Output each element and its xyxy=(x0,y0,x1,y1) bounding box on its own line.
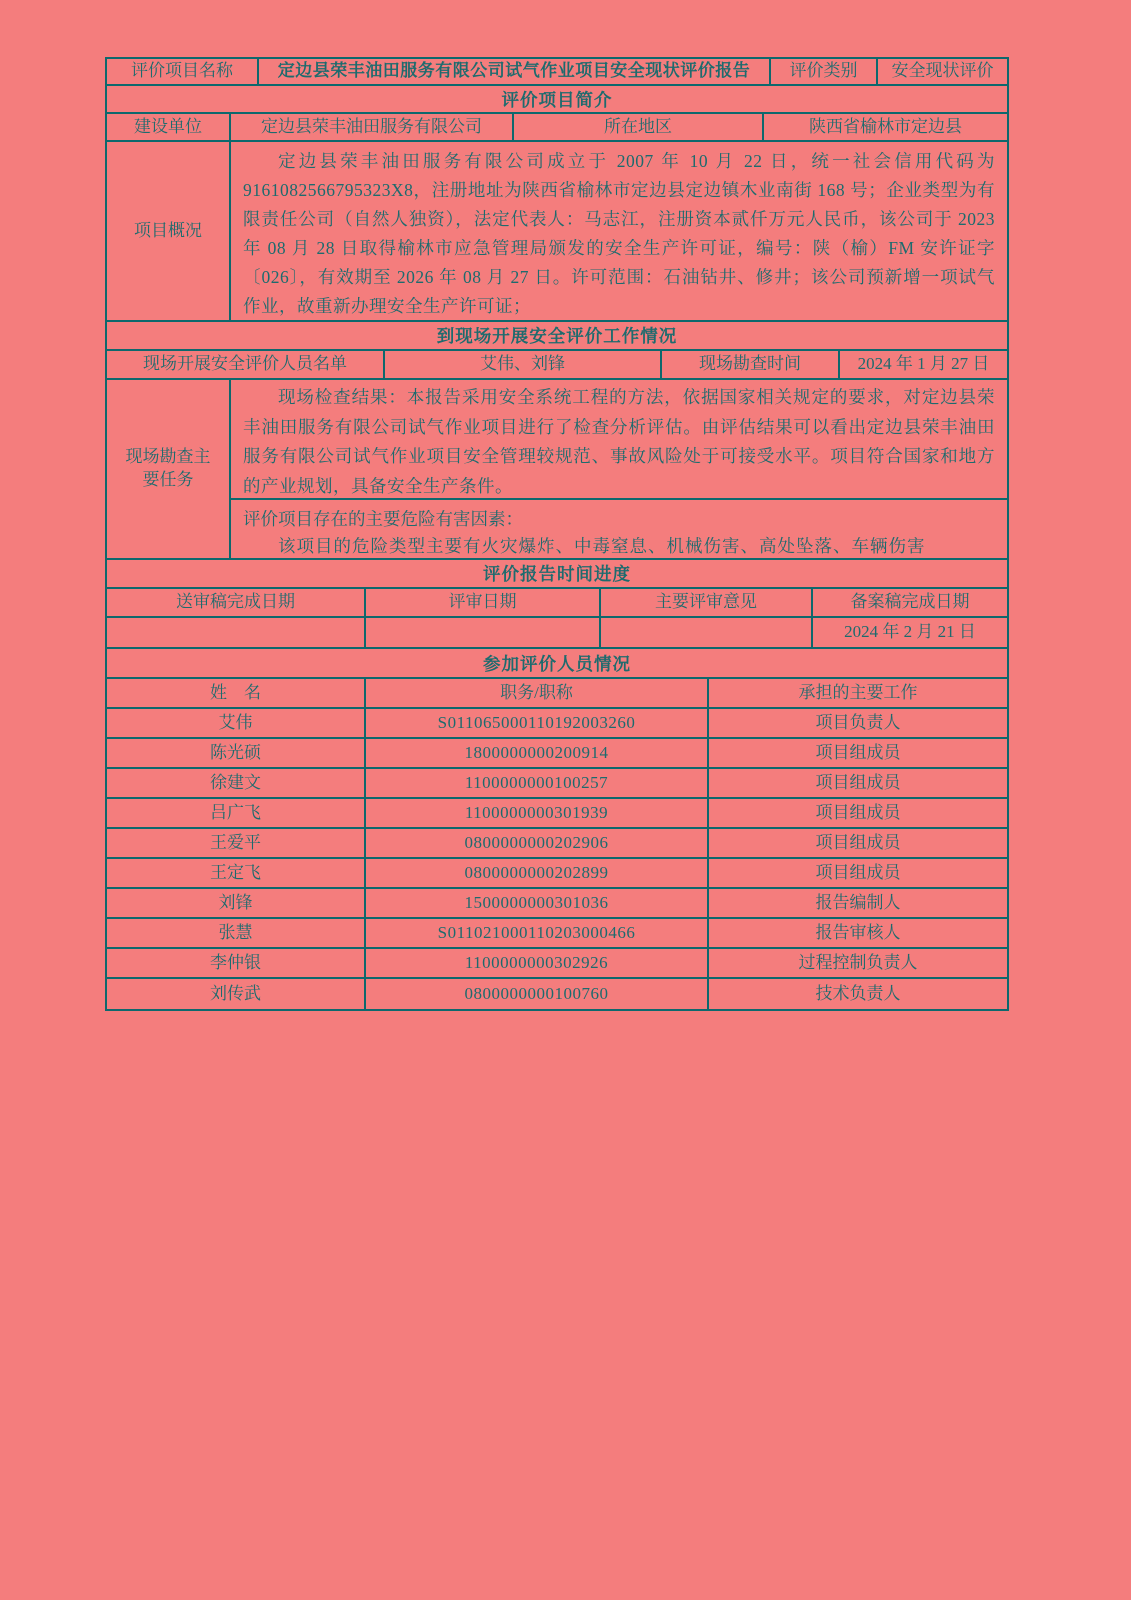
person-cert: 1800000000200914 xyxy=(366,739,709,767)
table-row xyxy=(107,979,1007,1009)
person-duty: 项目组成员 xyxy=(815,802,901,822)
person-cert: 1100000000301939 xyxy=(366,799,709,827)
person-duty: 项目组成员 xyxy=(815,832,901,852)
builder-label: 建设单位 xyxy=(107,114,231,140)
survey-task-content xyxy=(231,380,1007,558)
table-row xyxy=(107,829,1007,859)
schedule-value-draft xyxy=(107,618,366,647)
schedule-header-draft: 送审稿完成日期 xyxy=(107,589,366,616)
row-schedule-headers xyxy=(107,589,1007,618)
person-name: 艾伟 xyxy=(107,709,366,737)
person-cert: 1100000000302926 xyxy=(366,949,709,977)
row-survey-tasks xyxy=(107,380,1007,560)
row-schedule-values xyxy=(107,618,1007,649)
schedule-value-review-date xyxy=(366,618,601,647)
survey-task-label: 现场勘查主要任务 xyxy=(107,380,231,558)
person-name: 吕广飞 xyxy=(107,799,366,827)
row-builder-region xyxy=(107,114,1007,142)
category-value: 安全现状评价 xyxy=(891,61,994,81)
schedule-header-record: 备案稿完成日期 xyxy=(850,592,970,612)
person-cert: 1500000000301036 xyxy=(366,889,709,917)
schedule-value-opinions xyxy=(601,618,813,647)
region-label: 所在地区 xyxy=(514,114,764,140)
person-cert: 1100000000100257 xyxy=(366,769,709,797)
survey-time-label: 现场勘查时间 xyxy=(662,351,840,378)
person-name: 刘传武 xyxy=(107,979,366,1009)
person-duty: 项目组成员 xyxy=(815,742,901,762)
builder-value: 定边县荣丰油田服务有限公司 xyxy=(231,114,514,140)
person-duty: 项目组成员 xyxy=(815,862,901,882)
person-duty: 过程控制负责人 xyxy=(798,952,918,972)
table-row xyxy=(107,739,1007,769)
section-report-schedule: 评价报告时间进度 xyxy=(107,560,1007,589)
section-personnel: 参加评价人员情况 xyxy=(107,649,1007,679)
row-personnel-headers xyxy=(107,679,1007,709)
category-label: 评价类别 xyxy=(771,59,878,84)
evaluation-report-table xyxy=(105,57,1009,1011)
schedule-header-review-date: 评审日期 xyxy=(366,589,601,616)
survey-result-cell xyxy=(231,380,1007,500)
person-duty: 项目负责人 xyxy=(815,712,901,732)
section-site-survey: 到现场开展安全评价工作情况 xyxy=(107,322,1007,351)
survey-time-value: 2024 年 1 月 27 日 xyxy=(857,354,990,374)
table-row xyxy=(107,799,1007,829)
person-cert: 0800000000100760 xyxy=(366,979,709,1009)
person-name: 张慧 xyxy=(107,919,366,947)
staff-label: 现场开展安全评价人员名单 xyxy=(107,351,385,378)
table-row xyxy=(107,919,1007,949)
person-duty: 项目组成员 xyxy=(815,772,901,792)
table-row xyxy=(107,859,1007,889)
overview-text: 定边县荣丰油田服务有限公司成立于 2007 年 10 月 22 日，统一社会信用代码为 9161082566795323X8，注册地址为陕西省榆林市定边县定边镇木业南街 168 号；企业类型为有限责任公司（自然人独资），法定代表人：马志江，注册资本贰仟万元人民币，该公司于 2023 年 08 月 28 日取得榆林市应急管理局颁发的安全生产许可证，编号：陕（榆）FM 安许证字〔026〕，有效期至 2026 年 08 月 27 日。许可范围：石油钻井、修井；该公司预新增一项试气作业，故重新办理安全生产许可证； xyxy=(243,151,995,316)
person-cert: 0800000000202899 xyxy=(366,859,709,887)
table-row xyxy=(107,949,1007,979)
person-name: 王爱平 xyxy=(107,829,366,857)
person-name: 刘锋 xyxy=(107,889,366,917)
table-row xyxy=(107,769,1007,799)
person-name: 李仲银 xyxy=(107,949,366,977)
project-name-label: 评价项目名称 xyxy=(107,59,259,84)
table-row xyxy=(107,709,1007,739)
row-staff-survey-time xyxy=(107,351,1007,380)
person-name: 陈光硕 xyxy=(107,739,366,767)
schedule-header-opinions: 主要评审意见 xyxy=(601,589,813,616)
project-name-value: 定边县荣丰油田服务有限公司试气作业项目安全现状评价报告 xyxy=(259,59,771,84)
section-project-intro: 评价项目简介 xyxy=(107,86,1007,114)
person-duty: 报告编制人 xyxy=(815,892,901,912)
table-row xyxy=(107,889,1007,919)
person-cert: 0800000000202906 xyxy=(366,829,709,857)
person-name: 徐建文 xyxy=(107,769,366,797)
survey-result-text: 现场检查结果：本报告采用安全系统工程的方法，依据国家相关规定的要求，对定边县荣丰油田服务有限公司试气作业项目进行了检查分析评估。由评估结果可以看出定边县荣丰油田服务有限公司试气作业项目安全管理较规范、事故风险处于可接受水平。项目符合国家和地方的产业规划，具备安全生产条件。 xyxy=(243,387,995,496)
person-cert: S011021000110203000466 xyxy=(366,919,709,947)
schedule-value-record: 2024 年 2 月 21 日 xyxy=(844,622,976,642)
row-project-overview xyxy=(107,142,1007,322)
person-duty: 技术负责人 xyxy=(815,983,901,1003)
person-duty: 报告审核人 xyxy=(815,922,901,942)
region-value: 陕西省榆林市定边县 xyxy=(809,116,962,136)
person-name: 王定飞 xyxy=(107,859,366,887)
personnel-header-title: 职务/职称 xyxy=(366,679,709,707)
personnel-header-duty: 承担的主要工作 xyxy=(798,682,918,702)
hazard-cell xyxy=(231,500,1007,558)
personnel-header-name: 姓 名 xyxy=(107,679,366,707)
overview-label: 项目概况 xyxy=(107,142,231,320)
row-project-name xyxy=(107,59,1007,86)
hazard-title: 评价项目存在的主要危险有害因素： xyxy=(243,509,523,529)
staff-value: 艾伟、刘锋 xyxy=(385,351,662,378)
hazard-text: 该项目的危险类型主要有火灾爆炸、中毒窒息、机械伤害、高处坠落、车辆伤害 xyxy=(278,536,926,556)
person-cert: S011065000110192003260 xyxy=(366,709,709,737)
